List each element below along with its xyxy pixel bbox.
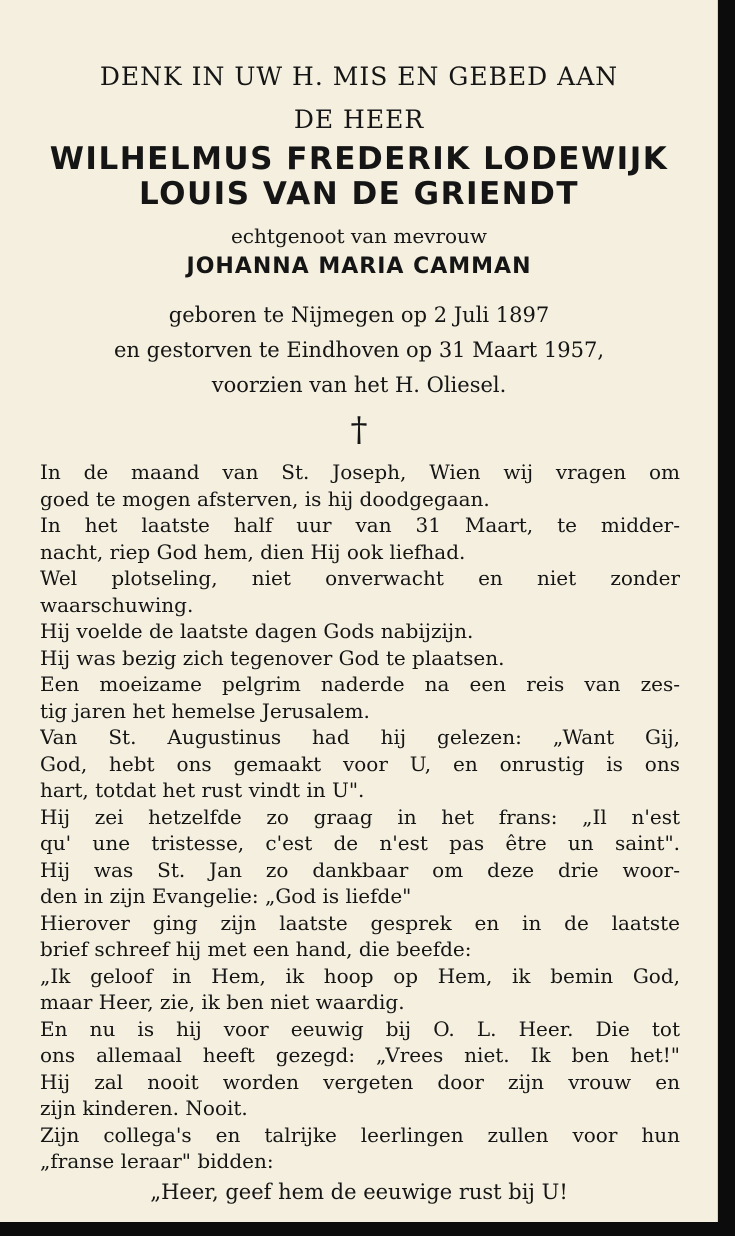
deceased-name-line2: LOUIS VAN DE GRIENDT (139, 176, 579, 212)
body-line: waarschuwing. (40, 592, 194, 617)
body-text (40, 459, 680, 1175)
body-line: Hij voelde de laatste dagen Gods nabijzijn. (40, 619, 474, 643)
spouse-intro: echtgenoot van mevrouw (230, 224, 488, 248)
body-line: hart, totdat het rust vindt in U". (40, 778, 365, 802)
body-line: En nu is hij voor eeuwig bij O. L. Heer. Die tot (40, 1016, 680, 1041)
death-line: en gestorven te Eindhoven op 31 Maart 1957, (113, 338, 605, 362)
body-line: God, hebt ons gemaakt voor U, en onrustig is ons (40, 751, 680, 776)
body-line: Een moeizame pelgrim naderde na een reis van zes- (40, 672, 680, 696)
body-line: brief schreef hij met een hand, die beefde: (40, 937, 472, 961)
body-line: zijn kinderen. Nooit. (40, 1096, 248, 1120)
body-line: „franse leraar" bidden: (40, 1149, 274, 1173)
header-line1: DENK IN UW H. MIS EN GEBED AAN (99, 62, 619, 91)
body-line: „Ik geloof in Hem, ik hoop op Hem, ik bemin God, (40, 963, 680, 988)
closing-prayer: „Heer, geef hem de eeuwige rust bij U! (150, 1180, 568, 1204)
spouse-name: JOHANNA MARIA CAMMAN (186, 254, 532, 279)
body-line: qu' une tristesse, c'est de n'est pas être un saint". (40, 831, 680, 855)
body-line: Wel plotseling, niet onverwacht en niet zonder (40, 566, 680, 590)
body-line: den in zijn Evangelie: „God is liefde" (40, 884, 412, 908)
body-line: nacht, riep God hem, dien Hij ook liefhad. (40, 539, 466, 564)
body-line: In het laatste half uur van 31 Maart, te midder- (40, 513, 680, 537)
deceased-name-line1: WILHELMUS FREDERIK LODEWIJK (49, 141, 669, 177)
body-line: In de maand van St. Joseph, Wien wij vragen om (40, 460, 680, 484)
sacrament-line: voorzien van het H. Oliesel. (211, 373, 507, 397)
body-line: maar Heer, zie, ik ben niet waardig. (40, 990, 405, 1014)
body-line: Hij zal nooit worden vergeten door zijn vrouw en (40, 1069, 680, 1094)
body-line: Hij was bezig zich tegenover God te plaatsen. (40, 645, 505, 670)
body-line: tig jaren het hemelse Jerusalem. (40, 698, 370, 723)
body-line: goed te mogen afsterven, is hij doodgegaan. (40, 486, 490, 511)
header-line2: DE HEER (293, 105, 425, 134)
cross-icon: † (350, 410, 368, 450)
body-line: Hij zei hetzelfde zo graag in het frans: „Il n'est (40, 804, 680, 829)
body-line: Zijn collega's en talrijke leerlingen zullen voor hun (40, 1122, 680, 1147)
body-line: Hij was St. Jan zo dankbaar om deze drie woor- (40, 857, 680, 882)
body-line: Van St. Augustinus had hij gelezen: „Want Gij, (40, 725, 680, 749)
body-line: Hierover ging zijn laatste gesprek en in de laatste (40, 910, 680, 935)
birth-line: geboren te Nijmegen op 2 Juli 1897 (168, 303, 550, 327)
body-line: ons allemaal heeft gezegd: „Vrees niet. Ik ben het!" (40, 1043, 680, 1067)
